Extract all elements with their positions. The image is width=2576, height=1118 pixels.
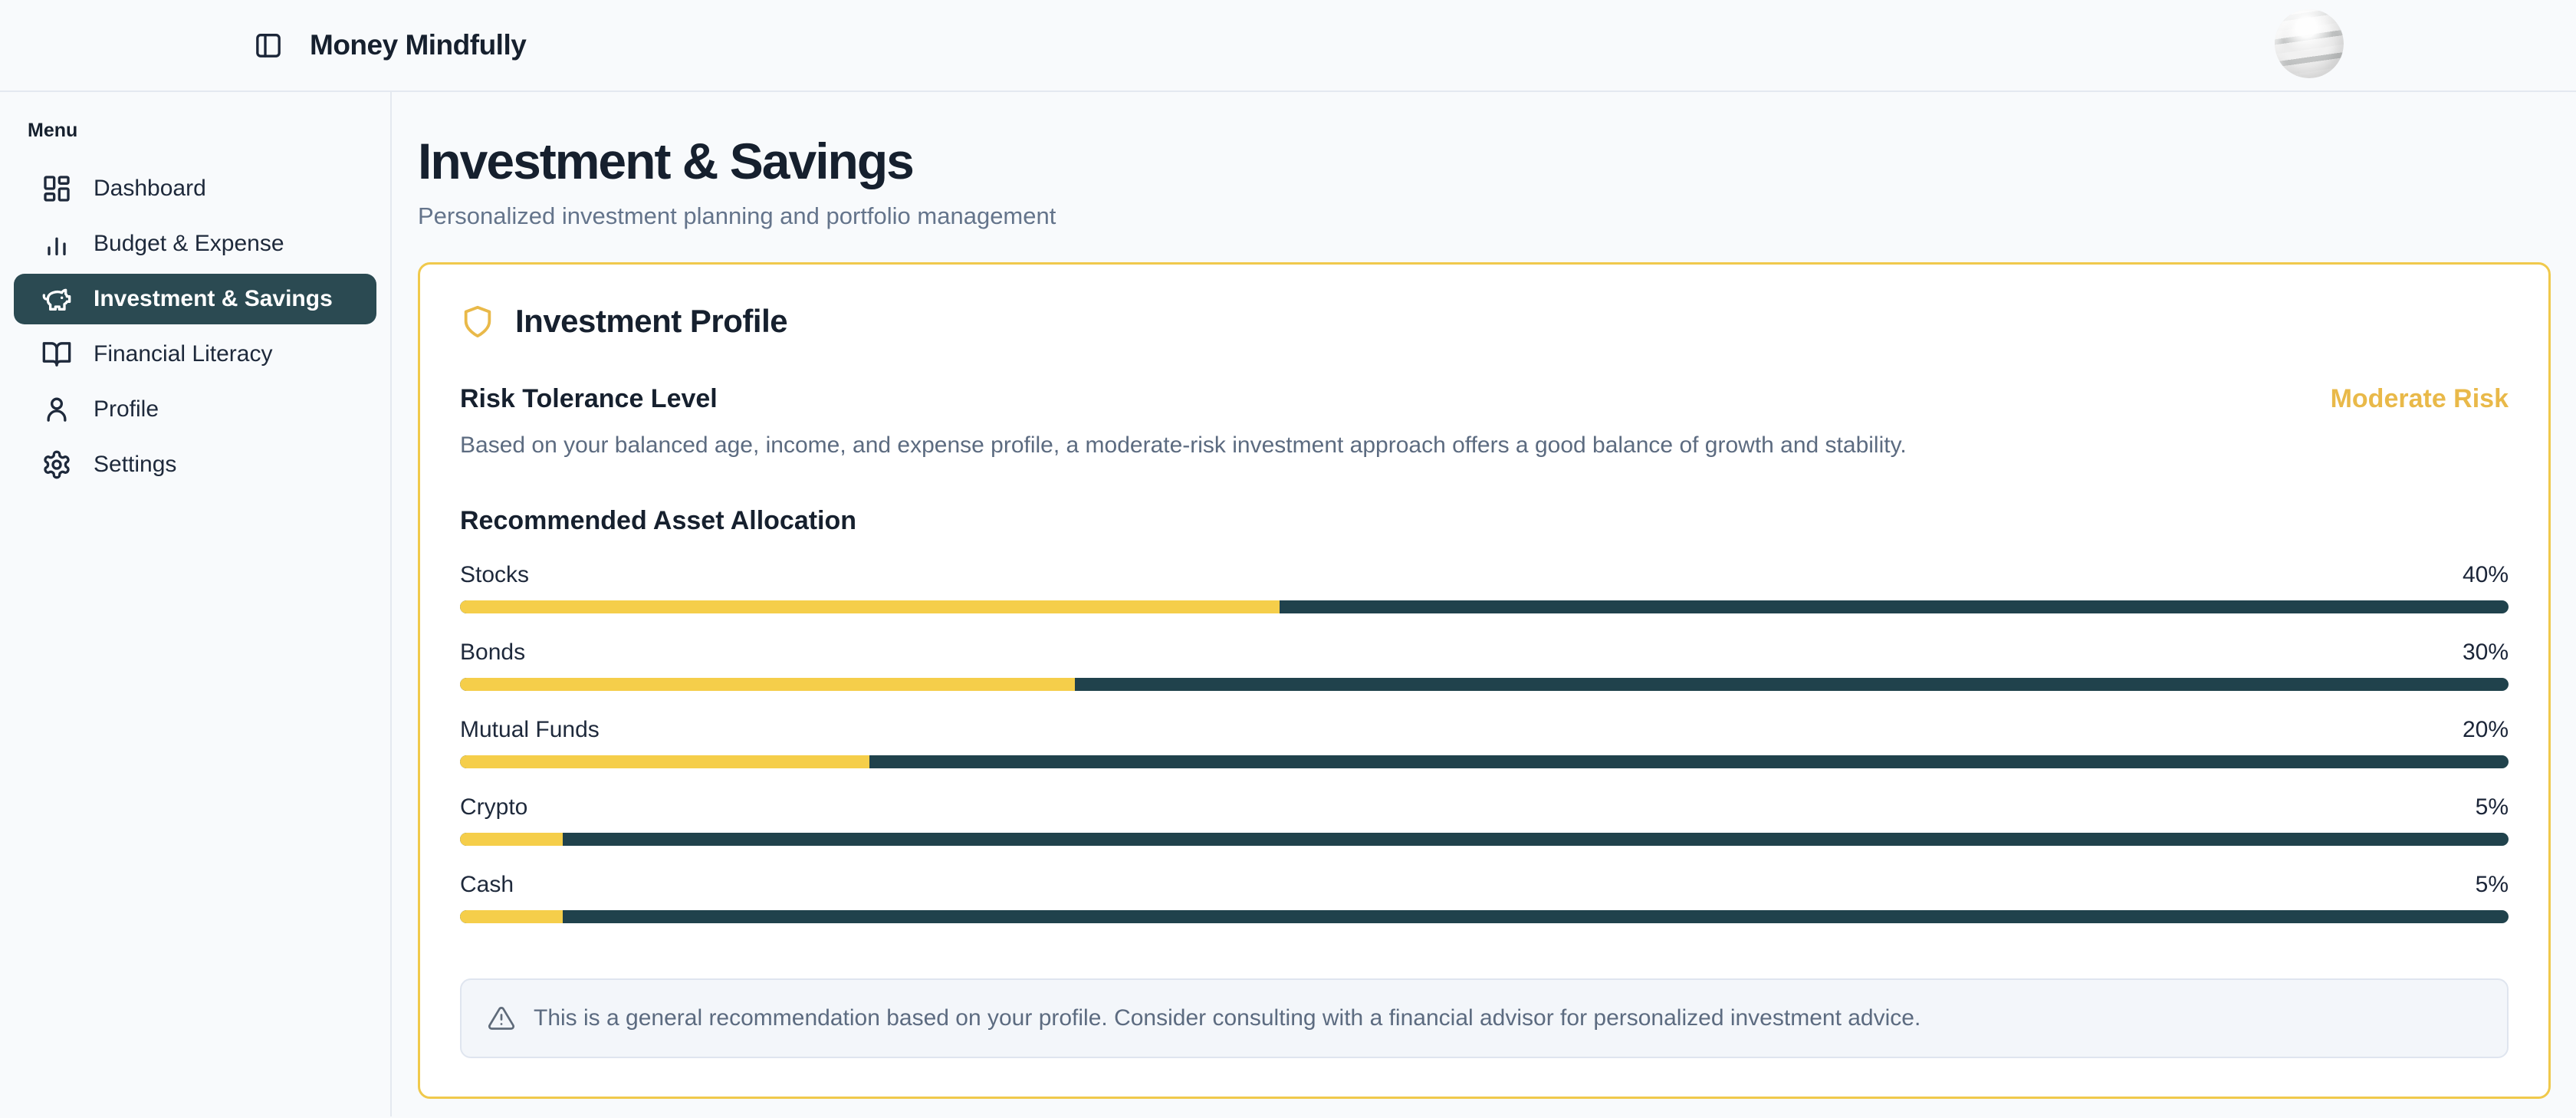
allocation-percent: 40%: [2462, 562, 2509, 587]
allocation-bar-fill: [460, 755, 869, 768]
allocation-label: Mutual Funds: [460, 717, 600, 742]
allocation-bar-track: [460, 910, 2509, 923]
sidebar-item-dashboard[interactable]: [14, 163, 376, 214]
allocation-row-crypto: [460, 794, 2509, 846]
app-header: [0, 0, 2576, 92]
main-content: [392, 92, 2576, 1116]
sidebar-item-label: Investment & Savings: [94, 286, 333, 311]
allocation-percent: 5%: [2475, 794, 2509, 820]
sidebar-toggle-button[interactable]: [250, 27, 287, 64]
allocation-percent: 30%: [2462, 640, 2509, 665]
user-icon: [41, 394, 72, 425]
card-header: [460, 303, 2509, 340]
allocation-row-cash: [460, 872, 2509, 923]
allocation-percent: 20%: [2462, 717, 2509, 742]
gear-icon: [41, 449, 72, 480]
warning-triangle-icon: [488, 1005, 515, 1032]
allocation-row-mutual-funds: [460, 717, 2509, 768]
risk-tolerance-heading: Risk Tolerance Level: [460, 384, 718, 413]
allocation-label: Stocks: [460, 562, 530, 587]
page-title: Investment & Savings: [418, 133, 913, 189]
book-open-icon: [41, 339, 72, 370]
allocation-heading: Recommended Asset Allocation: [460, 506, 857, 535]
allocation-bar-track: [460, 833, 2509, 846]
allocation-label: Cash: [460, 872, 514, 897]
advisor-note-text: This is a general recommendation based on your profile. Consider consulting with a financial advisor for personalized investment advice.: [534, 1005, 1921, 1031]
allocation-percent: 5%: [2475, 872, 2509, 897]
sidebar-item-investment-savings[interactable]: [14, 274, 376, 324]
sidebar-item-budget-expense[interactable]: [14, 219, 376, 269]
sidebar-item-label: Financial Literacy: [94, 341, 273, 367]
piggy-bank-icon: [41, 284, 72, 314]
risk-tolerance-row: [460, 384, 2509, 414]
sidebar-item-financial-literacy[interactable]: [14, 329, 376, 380]
sidebar-item-label: Budget & Expense: [94, 231, 284, 256]
sidebar-menu-label: Menu: [28, 120, 78, 141]
sidebar-item-settings[interactable]: [14, 439, 376, 490]
dashboard-icon: [41, 173, 72, 204]
allocation-bar-fill: [460, 910, 563, 923]
sidebar: [0, 92, 392, 1116]
page-subtitle: Personalized investment planning and portfolio management: [418, 202, 1056, 229]
sidebar-item-label: Settings: [94, 452, 177, 477]
advisor-note: [460, 978, 2509, 1058]
panel-left-icon: [253, 30, 284, 61]
allocation-bar-track: [460, 600, 2509, 613]
app-title: Money Mindfully: [310, 29, 527, 61]
allocation-bar-fill: [460, 600, 1280, 613]
avatar[interactable]: [2275, 9, 2344, 78]
allocation-bar-fill: [460, 678, 1075, 691]
sidebar-item-profile[interactable]: [14, 384, 376, 435]
allocation-row-stocks: [460, 562, 2509, 613]
allocation-bar-track: [460, 678, 2509, 691]
risk-description: Based on your balanced age, income, and expense profile, a moderate-risk investment approach offers a good balance of growth and stability.: [460, 432, 1907, 458]
allocation-row-bonds: [460, 640, 2509, 691]
allocation-bar-track: [460, 755, 2509, 768]
sidebar-item-label: Dashboard: [94, 176, 206, 201]
risk-level-badge: Moderate Risk: [2330, 384, 2509, 413]
allocation-label: Bonds: [460, 640, 526, 665]
shield-icon: [460, 304, 495, 339]
allocation-label: Crypto: [460, 794, 528, 820]
sidebar-item-label: Profile: [94, 396, 159, 422]
bar-chart-icon: [41, 229, 72, 259]
allocation-bar-fill: [460, 833, 563, 846]
investment-profile-card: [418, 262, 2551, 1099]
card-title: Investment Profile: [515, 303, 788, 339]
